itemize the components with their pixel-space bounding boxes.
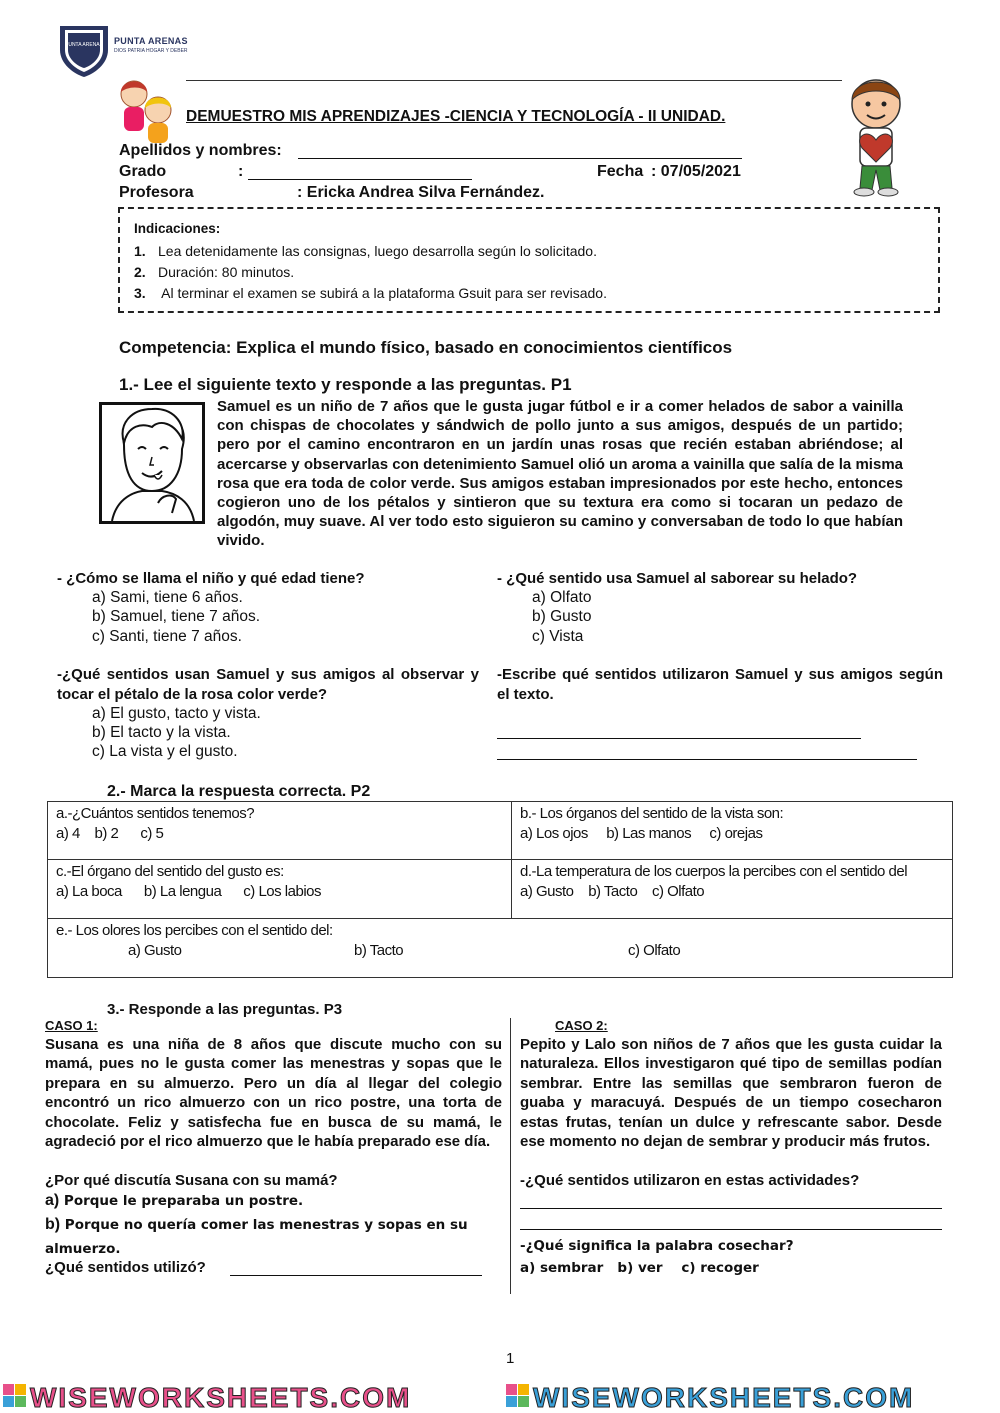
- school-motto: DIOS PATRIA HOGAR Y DEBER: [114, 48, 188, 54]
- option-2e-a[interactable]: a) Gusto: [128, 941, 182, 959]
- cell-a: [48, 802, 512, 860]
- page-title: DEMUESTRO MIS APRENDIZAJES -CIENCIA Y TECNOLOGÍA - II UNIDAD.: [186, 108, 726, 125]
- option-q1-a[interactable]: a) Sami, tiene 6 años.: [92, 589, 243, 606]
- question-2d: d.-La temperatura de los cuerpos la percibes con el sentido del: [520, 863, 908, 880]
- case1-option-b[interactable]: b) Porque no quería comer las menestras y sopas en su almuerzo.: [45, 1216, 468, 1257]
- name-label: Apellidos y nombres:: [119, 142, 282, 159]
- cell-e: [48, 919, 953, 978]
- reading-passage: Samuel es un niño de 7 años que le gusta jugar fútbol e ir a comer helados de sabor a vainilla con chispas de chocolates y sándwich de pollo junto a sus amigos, después de un partido; pero por el camino encontraron en un jardín unas rosas que recién estaban abriéndose; al acercarse y observarlas con detenimiento Samuel olió un aroma a vainilla que salía de la misma rosa que era toda de color verde. Sus amigos estaban impresionados por este hecho, entonces cogieron uno de los pétalos y sintieron que su textura era como si tocaran un pedazo de algodón, muy suave. Al ver todo esto siguieron su camino y conversaban de todo lo que habían vivido.: [217, 398, 903, 550]
- case2-answer-line-2[interactable]: [520, 1212, 942, 1230]
- header-divider: [186, 80, 842, 81]
- name-field[interactable]: [298, 141, 742, 159]
- date-value: : 07/05/2021: [651, 163, 741, 180]
- section2-table: [47, 801, 953, 978]
- option-2e-b[interactable]: b) Tacto: [354, 941, 404, 959]
- case1-question: ¿Por qué discutía Susana con su mamá?: [45, 1172, 338, 1189]
- case1-answer-line[interactable]: [230, 1258, 482, 1276]
- cell-d: [512, 860, 953, 919]
- option-q2-a[interactable]: a) Olfato: [532, 589, 592, 606]
- answers-2a[interactable]: a) 4 b) 2 c) 5: [56, 824, 164, 842]
- question-2c: c.-El órgano del sentido del gusto es:: [56, 863, 284, 880]
- option-q1-c[interactable]: c) Santi, tiene 7 años.: [92, 628, 242, 645]
- question-q4: -Escribe qué sentidos utilizaron Samuel y sus amigos según el texto.: [497, 666, 943, 703]
- question-q1: - ¿Cómo se llama el niño y qué edad tiene?: [57, 570, 365, 587]
- option-q3-a[interactable]: a) El gusto, tacto y vista.: [92, 705, 261, 722]
- grade-field[interactable]: [248, 162, 472, 180]
- watermark-footer: [0, 1378, 1000, 1413]
- shield-text: PUNTA ARENAS: [65, 42, 103, 48]
- case1-label: CASO 1:: [45, 1018, 98, 1033]
- case2-answer-line-1[interactable]: [520, 1191, 942, 1209]
- section1-heading: 1.- Lee el siguiente texto y responde a las preguntas. P1: [119, 375, 572, 394]
- instructions-box: [118, 207, 940, 313]
- answers-2c[interactable]: a) La boca b) La lengua c) Los labios: [56, 882, 322, 900]
- question-q2: - ¿Qué sentido usa Samuel al saborear su helado?: [497, 570, 858, 587]
- competencia-heading: Competencia: Explica el mundo físico, basado en conocimientos científicos: [119, 338, 733, 357]
- section2-heading: 2.- Marca la respuesta correcta. P2: [107, 783, 371, 800]
- instruction-item: 1. Lea detenidamente las consignas, luego desarrolla según lo solicitado.: [134, 243, 597, 259]
- cell-b: [512, 802, 953, 860]
- option-2e-c[interactable]: c) Olfato: [628, 941, 681, 959]
- case1-option-a[interactable]: a) Porque le preparaba un postre.: [45, 1192, 304, 1209]
- watermark-text-1: WISEWORKSHEETS.COM: [30, 1382, 412, 1413]
- option-q3-c[interactable]: c) La vista y el gusto.: [92, 743, 238, 760]
- grade-colon: :: [238, 163, 244, 180]
- answer-line-q4-1[interactable]: [497, 722, 861, 739]
- cell-c: [48, 860, 512, 919]
- option-q2-c[interactable]: c) Vista: [532, 628, 584, 645]
- case2-options[interactable]: a) sembrar b) ver c) recoger: [520, 1260, 759, 1276]
- instructions-heading: Indicaciones:: [134, 221, 221, 236]
- boy-portrait-icon: [99, 402, 205, 524]
- option-q3-b[interactable]: b) El tacto y la vista.: [92, 724, 231, 741]
- case-divider: [510, 1018, 511, 1294]
- question-q3: -¿Qué sentidos usan Samuel y sus amigos al observar y tocar el pétalo de la rosa color verde?: [57, 666, 479, 703]
- section3-heading: 3.- Responde a las preguntas. P3: [107, 1001, 343, 1018]
- watermark-logo-icon: [3, 1384, 26, 1407]
- grade-label: Grado: [119, 163, 167, 180]
- answers-2d[interactable]: a) Gusto b) Tacto c) Olfato: [520, 882, 705, 900]
- answer-line-q4-2[interactable]: [497, 743, 917, 760]
- instruction-item: 3. Al terminar el examen se subirá a la plataforma Gsuit para ser revisado.: [134, 285, 607, 301]
- school-shield-icon: [56, 22, 112, 78]
- children-illustration-icon: [112, 74, 184, 146]
- case1-text: Susana es una niña de 8 años que discute mucho con su mamá, pues no le gusta comer las menestras y sopas que le prepara en su almuerzo. Pero un día al llegar del colegio encontró un rico almuerzo con un rico postre, una torta de chocolate. Feliz y satisfecha fue en busca de su mamá, le agradeció por el rico almuerzo que le había preparado ese día.: [45, 1036, 502, 1151]
- teacher-label: Profesora: [119, 184, 194, 201]
- option-q2-b[interactable]: b) Gusto: [532, 608, 592, 625]
- case2-question: -¿Qué sentidos utilizaron en estas actividades?: [520, 1172, 860, 1189]
- case2-label: CASO 2:: [555, 1018, 608, 1033]
- case2-question2: -¿Qué significa la palabra cosechar?: [520, 1238, 794, 1254]
- case1-question2: ¿Qué sentidos utilizó?: [45, 1259, 206, 1276]
- watermark-logo-icon: [506, 1384, 529, 1407]
- question-2b: b.- Los órganos del sentido de la vista son:: [520, 805, 784, 822]
- option-q1-b[interactable]: b) Samuel, tiene 7 años.: [92, 608, 261, 625]
- date-label: Fecha: [597, 163, 644, 180]
- page-number: 1: [506, 1350, 515, 1367]
- watermark-text-2: WISEWORKSHEETS.COM: [533, 1382, 915, 1413]
- teacher-value: : Ericka Andrea Silva Fernández.: [297, 184, 545, 201]
- question-2a: a.-¿Cuántos sentidos tenemos?: [56, 805, 255, 822]
- question-2e: e.- Los olores los percibes con el sentido del:: [56, 922, 333, 939]
- instruction-item: 2. Duración: 80 minutos.: [134, 264, 295, 280]
- answers-2b[interactable]: a) Los ojos b) Las manos c) orejas: [520, 824, 763, 842]
- school-name: PUNTA ARENAS: [114, 36, 188, 46]
- case2-text: Pepito y Lalo son niños de 7 años que les gusta cuidar la naturaleza. Ellos investigaron qué tipo de semillas podían sembrar. Entre las semillas que sembraron fueron de guaba y maracuyá. Después de un tiempo cosecharon estas frutas, tenían un dulce y refrescante sabor. Desde ese momento no dejan de sembrar y producir más frutos.: [520, 1036, 942, 1151]
- boy-with-heart-icon: [840, 70, 912, 198]
